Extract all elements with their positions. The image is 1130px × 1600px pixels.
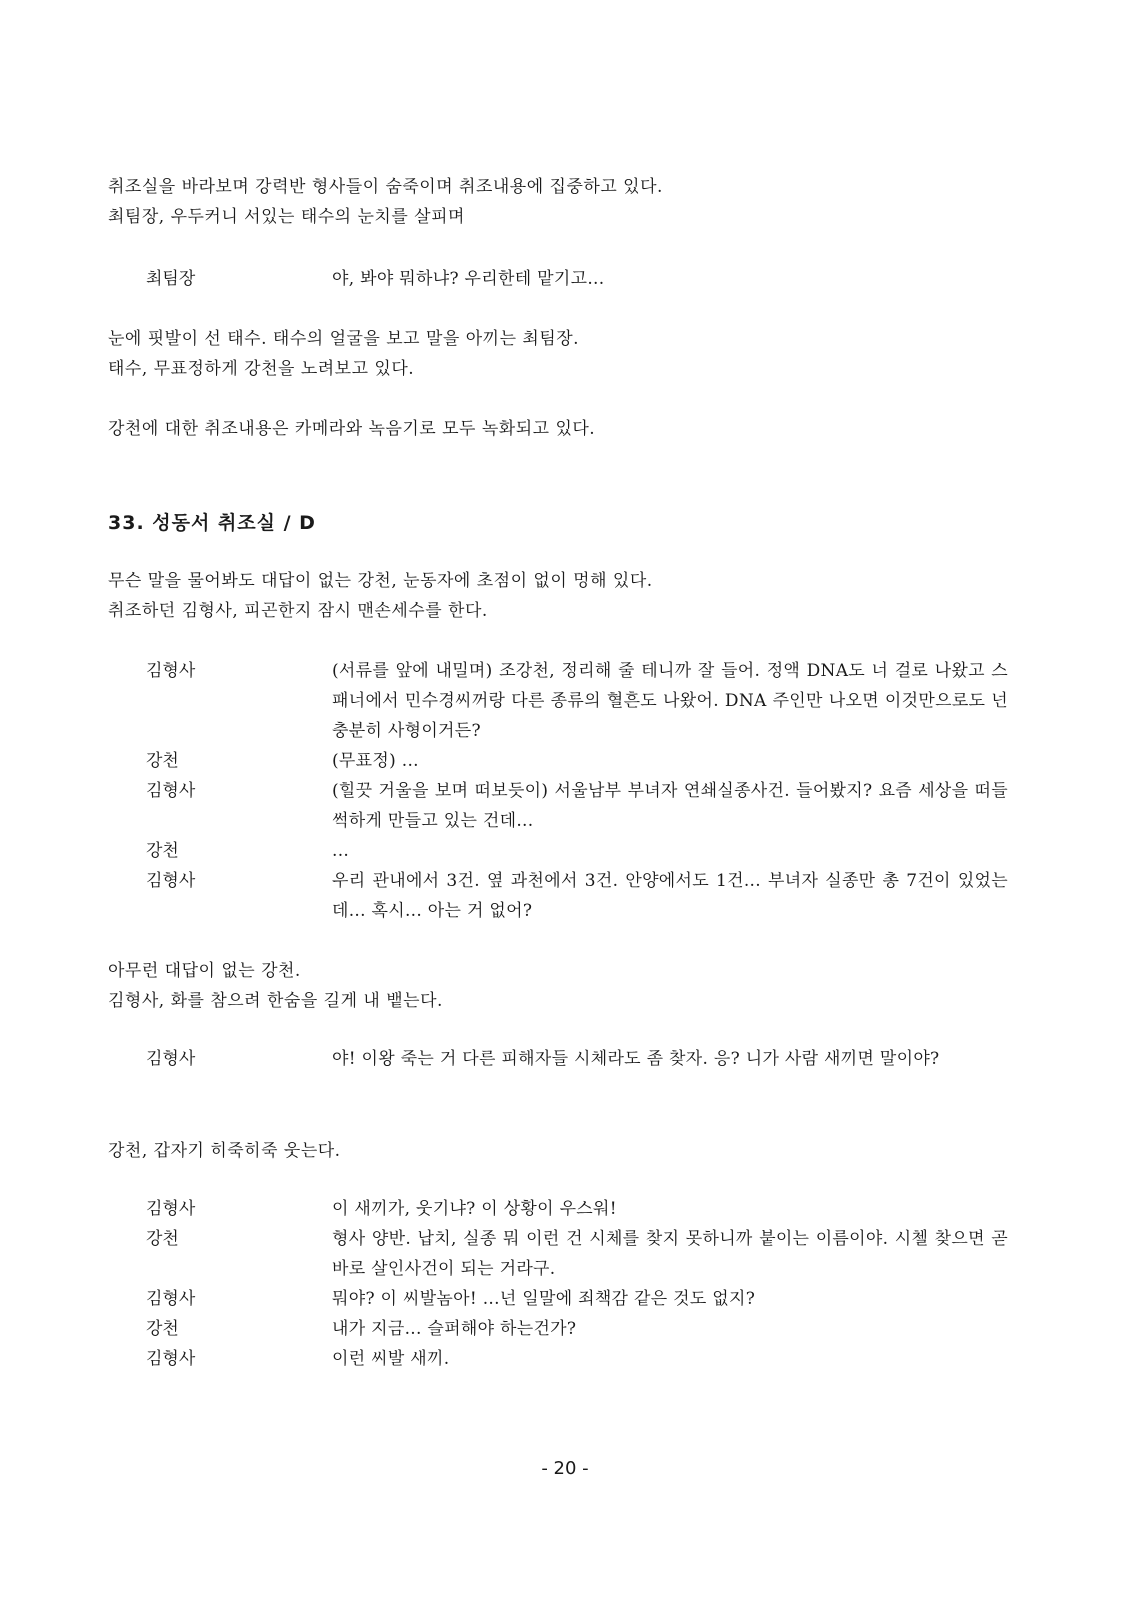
dialogue-line: (서류를 앞에 내밀며) 조강천, 정리해 줄 테니까 잘 들어. 정액 DNA도 너 걸로 나왔고 스패너에서 민수경씨꺼랑 다른 종류의 혈흔도 나왔어. DNA 주인만 나오면 이것만으로도 넌 충분히 사형이거든? <box>332 661 1008 741</box>
dialogue-line: 야! 이왕 죽는 거 다른 피해자들 시체라도 좀 찾자. 응? 니가 사람 새끼면 말이야? <box>332 1049 940 1069</box>
dialogue-speaker: 김형사 <box>146 781 196 801</box>
dialogue-line: ... <box>332 841 350 861</box>
action-line: 아무런 대답이 없는 강천. <box>108 961 301 981</box>
dialogue-speaker: 김형사 <box>146 1349 196 1369</box>
dialogue-speaker: 강천 <box>146 1229 179 1249</box>
action-line: 무슨 말을 물어봐도 대답이 없는 강천, 눈동자에 초점이 없이 멍해 있다. <box>108 571 653 591</box>
dialogue-line: 우리 관내에서 3건. 옆 과천에서 3건. 안양에서도 1건... 부녀자 실종만 총 7건이 있었는데... 혹시... 아는 거 없어? <box>332 871 1008 921</box>
dialogue-line: 야, 봐야 뭐하냐? 우리한테 맡기고... <box>332 269 605 289</box>
action-line: 강천에 대한 취조내용은 카메라와 녹음기로 모두 녹화되고 있다. <box>108 419 596 439</box>
action-line: 최팀장, 우두커니 서있는 태수의 눈치를 살피며 <box>108 207 465 227</box>
dialogue-line: (힐끗 거울을 보며 떠보듯이) 서울남부 부녀자 연쇄실종사건. 들어봤지? 요즘 세상을 떠들썩하게 만들고 있는 건데... <box>332 781 1008 831</box>
action-line: 김형사, 화를 참으려 한숨을 길게 내 뱉는다. <box>108 991 443 1011</box>
dialogue-line: 형사 양반. 납치, 실종 뭐 이런 건 시체를 찾지 못하니까 붙이는 이름이야. 시첼 찾으면 곧바로 살인사건이 되는 거라구. <box>332 1229 1008 1279</box>
dialogue-speaker: 김형사 <box>146 1289 196 1309</box>
dialogue-line: 이런 씨발 새끼. <box>332 1349 450 1369</box>
dialogue-speaker: 김형사 <box>146 871 196 891</box>
dialogue-speaker: 김형사 <box>146 1049 196 1069</box>
page-number: - 20 - <box>541 1458 589 1479</box>
dialogue-speaker: 강천 <box>146 1319 179 1339</box>
action-line: 태수, 무표정하게 강천을 노려보고 있다. <box>108 359 415 379</box>
dialogue-speaker: 강천 <box>146 841 179 861</box>
dialogue-speaker: 강천 <box>146 751 179 771</box>
dialogue-speaker: 김형사 <box>146 1199 196 1219</box>
dialogue-line: 내가 지금... 슬퍼해야 하는건가? <box>332 1319 577 1339</box>
scene-heading: 33. 성동서 취조실 / D <box>108 512 316 534</box>
dialogue-line: 이 새끼가, 웃기냐? 이 상황이 우스워! <box>332 1199 617 1219</box>
action-line: 강천, 갑자기 히죽히죽 웃는다. <box>108 1141 341 1161</box>
action-line: 눈에 핏발이 선 태수. 태수의 얼굴을 보고 말을 아끼는 최팀장. <box>108 329 580 349</box>
dialogue-line: (무표정) ... <box>332 751 419 771</box>
dialogue-line: 뭐야? 이 씨발놈아! ...넌 일말에 죄책감 같은 것도 없지? <box>332 1289 756 1309</box>
action-line: 취조실을 바라보며 강력반 형사들이 숨죽이며 취조내용에 집중하고 있다. <box>108 177 663 197</box>
dialogue-speaker: 최팀장 <box>146 269 196 289</box>
action-line: 취조하던 김형사, 피곤한지 잠시 맨손세수를 한다. <box>108 601 488 621</box>
dialogue-speaker: 김형사 <box>146 661 196 681</box>
